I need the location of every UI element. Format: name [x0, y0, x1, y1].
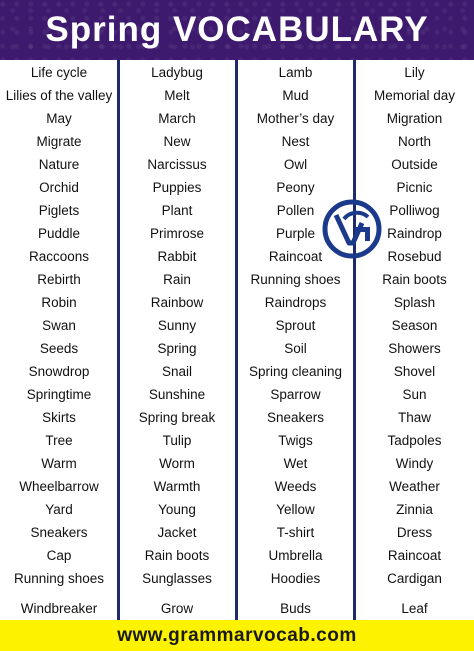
vocab-word: Yellow	[276, 502, 315, 517]
vocab-word: Windy	[395, 456, 434, 471]
vocab-word: Orchid	[39, 180, 79, 195]
vocab-word: Dress	[396, 525, 433, 540]
vocab-word: March	[158, 111, 196, 126]
vocab-word: Rain boots	[144, 548, 210, 563]
vocab-word: Windbreaker	[20, 601, 98, 616]
vocab-word: Picnic	[396, 180, 433, 195]
vocab-word: Puppies	[152, 180, 202, 195]
vocab-word: Sunny	[157, 318, 197, 333]
vocab-word: May	[46, 111, 72, 126]
vocab-word: Migrate	[36, 134, 82, 149]
vocab-word: Season	[391, 318, 438, 333]
vocab-word: Sparrow	[270, 387, 321, 402]
vocab-word: Twigs	[278, 433, 313, 448]
vocab-word: Splash	[393, 295, 436, 310]
site-url[interactable]: www.grammarvocab.com	[117, 624, 357, 646]
vocab-word: Sprout	[275, 318, 316, 333]
vocab-word: Sneakers	[266, 410, 325, 425]
vocabulary-grid	[0, 60, 474, 620]
vocab-word: Warm	[41, 456, 77, 471]
vocab-word: Ladybug	[151, 65, 203, 80]
vocab-word: Melt	[164, 88, 190, 103]
vocab-word: Raindrop	[387, 226, 442, 241]
vocab-word: Weather	[389, 479, 440, 494]
vocab-word: Migration	[386, 111, 443, 126]
vocab-column-4	[355, 60, 474, 620]
vocab-word: Shovel	[393, 364, 436, 379]
gv-logo-icon	[322, 199, 382, 259]
vocab-word: Showers	[388, 341, 441, 356]
vocab-word: Tree	[45, 433, 73, 448]
vocab-word: Rainbow	[150, 295, 204, 310]
vocab-word: Spring break	[138, 410, 216, 425]
vocab-word: Rain boots	[382, 272, 447, 287]
vocab-word: North	[397, 134, 431, 149]
vocab-word: Narcissus	[147, 157, 207, 172]
vocab-word: Owl	[283, 157, 308, 172]
vocab-word: Springtime	[26, 387, 92, 402]
vocab-word: Mother’s day	[256, 111, 335, 126]
vocab-word: Puddle	[37, 226, 81, 241]
vocab-word: Yard	[45, 502, 73, 517]
vocab-word: Lilies of the valley	[5, 88, 113, 103]
vocab-word: Peony	[276, 180, 315, 195]
vocab-word: Sneakers	[30, 525, 88, 540]
vocab-word: Raccoons	[28, 249, 90, 264]
vocab-word: Cardigan	[387, 571, 442, 586]
vocab-word: Plant	[161, 203, 193, 218]
vocab-word: Raincoat	[387, 548, 442, 563]
vocab-word: Raincoat	[268, 249, 323, 264]
vocab-word: Rabbit	[157, 249, 197, 264]
vocab-word: Tadpoles	[387, 433, 442, 448]
vocab-word: Hoodies	[270, 571, 321, 586]
vocab-column-2	[118, 60, 236, 620]
vocab-word: Pollen	[276, 203, 315, 218]
vocab-word: Leaf	[401, 601, 428, 616]
vocab-word: Soil	[284, 341, 307, 356]
vocab-word: Piglets	[38, 203, 80, 218]
vocab-word: Rebirth	[37, 272, 81, 287]
vocab-word: Zinnia	[396, 502, 433, 517]
vocab-word: Thaw	[397, 410, 431, 425]
vocab-word: Mud	[282, 88, 309, 103]
vocab-word: Snowdrop	[28, 364, 90, 379]
vocab-word: Seeds	[39, 341, 79, 356]
vocab-word: Running shoes	[250, 272, 341, 287]
header-banner	[0, 0, 474, 60]
vocab-word: Cap	[46, 548, 72, 563]
vocab-word: Raindrops	[264, 295, 327, 310]
vocab-word: Tulip	[162, 433, 192, 448]
vocab-word: Swan	[42, 318, 76, 333]
footer-banner	[0, 620, 474, 651]
page-title: Spring VOCABULARY	[45, 10, 429, 49]
vocab-word: Rosebud	[387, 249, 442, 264]
vocab-word: T-shirt	[276, 525, 315, 540]
vocab-word: Rain	[163, 272, 191, 287]
vocab-word: Lily	[404, 65, 425, 80]
vocab-word: Robin	[41, 295, 77, 310]
vocab-word: Sunshine	[148, 387, 206, 402]
vocab-word: Nature	[38, 157, 80, 172]
column-divider	[353, 60, 356, 620]
vocab-word: Worm	[159, 456, 195, 471]
column-divider	[235, 60, 238, 620]
vocab-word: Spring	[157, 341, 197, 356]
vocab-word: Life cycle	[30, 65, 88, 80]
vocab-column-1	[0, 60, 118, 620]
vocab-word: Warmth	[153, 479, 201, 494]
vocab-column-3	[236, 60, 355, 620]
vocab-word: New	[163, 134, 191, 149]
vocab-word: Snail	[161, 364, 193, 379]
vocab-word: Sunglasses	[142, 571, 212, 586]
vocab-word: Young	[158, 502, 196, 517]
vocab-word: Wet	[283, 456, 308, 471]
vocab-word: Running shoes	[13, 571, 105, 586]
vocab-word: Primrose	[149, 226, 204, 241]
vocab-word: Nest	[281, 134, 310, 149]
vocab-word: Spring cleaning	[248, 364, 343, 379]
vocab-word: Purple	[275, 226, 316, 241]
vocab-word: Umbrella	[268, 548, 323, 563]
vocab-word: Weeds	[274, 479, 317, 494]
vocab-word: Polliwog	[389, 203, 440, 218]
vocab-word: Outside	[391, 157, 438, 172]
vocab-word: Lamb	[278, 65, 313, 80]
column-divider	[117, 60, 120, 620]
vocab-word: Buds	[280, 601, 311, 616]
vocab-word: Memorial day	[373, 88, 456, 103]
vocab-word: Sun	[402, 387, 427, 402]
vocab-word: Jacket	[157, 525, 197, 540]
vocab-word: Grow	[160, 601, 194, 616]
vocab-word: Skirts	[42, 410, 76, 425]
vocab-word: Wheelbarrow	[19, 479, 99, 494]
